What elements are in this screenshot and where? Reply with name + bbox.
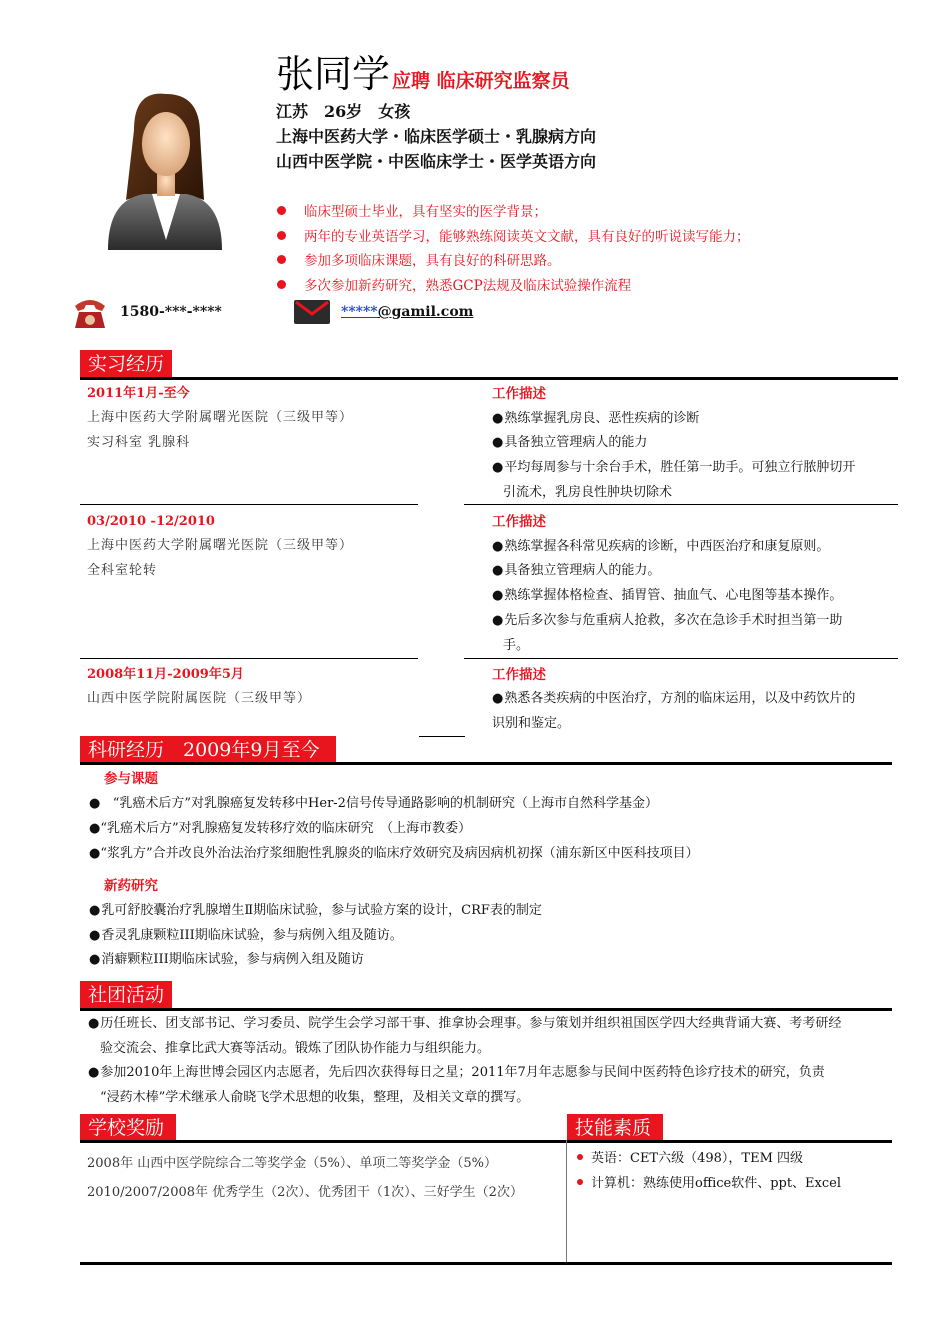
- work-desc-item: 手。: [503, 638, 530, 653]
- phone-icon: [72, 296, 108, 334]
- entry-place: 山西中医学院附属医院（三级甲等）: [87, 691, 312, 706]
- divider: [80, 658, 418, 659]
- email-icon: [294, 300, 330, 328]
- drug-item: ● 乳可舒胶囊治疗乳腺增生Ⅱ期临床试验，参与试验方案的设计，CRF表的制定: [89, 902, 542, 920]
- club-line: “浸药木棒”学术继承人俞晓飞学术思想的收集，整理，及相关文章的撰写。: [100, 1090, 530, 1105]
- drug-item: ● 香灵乳康颗粒III期临床试验，参与病例入组及随访。: [89, 927, 403, 945]
- work-desc-item: ● 具备独立管理病人的能力。: [492, 562, 660, 580]
- highlight-item: 两年的专业英语学习，能够熟练阅读英文文献，具有良好的听说读写能力；: [277, 228, 750, 246]
- bullet-icon: [277, 206, 286, 215]
- work-desc-item: ● 熟悉各类疾病的中医治疗，方剂的临床运用，以及中药饮片的: [492, 690, 855, 708]
- work-desc-title: 工作描述: [492, 514, 546, 530]
- award-line: 2010/2007/2008年 优秀学生（2次）、优秀团干（1次）、三好学生（2次）: [87, 1185, 523, 1200]
- entry-place: 上海中医药大学附属曙光医院（三级甲等）: [87, 410, 354, 425]
- divider: [419, 736, 465, 737]
- divider: [464, 658, 898, 659]
- name-text: 张同学: [276, 52, 391, 96]
- entry-dept: 全科室轮转: [87, 563, 158, 578]
- bottom-rule: [80, 1262, 892, 1265]
- divider: [80, 504, 418, 505]
- work-desc-title: 工作描述: [492, 386, 546, 402]
- work-desc-item: ● 熟练掌握各科常见疾病的诊断，中西医治疗和康复原则。: [492, 538, 829, 556]
- bullet-icon: [277, 255, 286, 264]
- highlight-item: 多次参加新药研究，熟悉GCP法规及临床试验操作流程: [277, 277, 631, 295]
- club-line: ● 参加2010年上海世博会园区内志愿者，先后四次获得每日之星；2011年7月年志愿参与民间中医药特色诊疗技术的研究，负责: [88, 1064, 825, 1082]
- section-title-awards: 学校奖励: [80, 1114, 176, 1142]
- work-desc-item: 引流术，乳房良性肿块切除术: [503, 485, 673, 500]
- section-rule: [80, 1140, 892, 1143]
- club-line: 验交流会、推拿比武大赛等活动。锻炼了团队协作能力与组织能力。: [100, 1041, 491, 1056]
- project-item: ●“乳癌术后方”对乳腺癌复发转移疗效的临床研究 （上海市教委）: [89, 821, 472, 836]
- skill-line: 英语：CET六级（498），TEM 四级: [577, 1150, 803, 1168]
- work-desc-item: ● 先后多次参与危重病人抢救，多次在急诊手术时担当第一助: [492, 612, 842, 630]
- subsection-drugs: 新药研究: [104, 878, 158, 894]
- work-desc-item: ● 熟练掌握体格检查、插胃管、抽血气、心电图等基本操作。: [492, 587, 842, 605]
- entry-dept: 实习科室 乳腺科: [87, 435, 191, 450]
- education-bachelor: 山西中医学院・中医临床学士・医学英语方向: [276, 152, 597, 171]
- drug-item: ● 消癖颗粒III期临床试验，参与病例入组及随访: [89, 951, 364, 969]
- highlight-item: 参加多项临床课题，具有良好的科研思路。: [277, 252, 561, 270]
- project-item: ●“浆乳方”合并改良外治法治疗浆细胞性乳腺炎的临床疗效研究及病因病机初探（浦东新区中医科技项目）: [89, 846, 699, 861]
- bullet-icon: [277, 280, 286, 289]
- award-line: 2008年 山西中医学院综合二等奖学金（5%）、单项二等奖学金（5%）: [87, 1156, 497, 1171]
- work-desc-item: ● 熟练掌握乳房良、恶性疾病的诊断: [492, 410, 699, 428]
- section-rule: [80, 762, 892, 765]
- project-item: ● “乳癌术后方”对乳腺癌复发转移中Her-2信号传导通路影响的机制研究（上海市自然科学基金）: [89, 796, 658, 811]
- skill-line: 计算机：熟练使用office软件、ppt、Excel: [577, 1175, 841, 1193]
- highlight-item: 临床型硕士毕业，具有坚实的医学背景；: [277, 203, 547, 221]
- avatar: [100, 90, 230, 250]
- apply-position: 应聘 临床研究监察员: [392, 70, 570, 92]
- work-desc-item: 识别和鉴定。: [492, 716, 571, 731]
- basic-info: 江苏 26岁 女孩: [276, 102, 411, 121]
- club-line: ● 历任班长、团支部书记、学习委员、院学生会学习部干事、推拿协会理事。参与策划并组织祖国医学四大经典背诵大赛、考考研经: [88, 1015, 841, 1033]
- email-address[interactable]: *****@gamil.com: [341, 304, 474, 320]
- bullet-icon: [577, 1179, 583, 1185]
- entry-date: 2011年1月-至今: [87, 386, 190, 401]
- section-rule: [80, 1008, 892, 1011]
- subsection-projects: 参与课题: [104, 771, 158, 787]
- education-master: 上海中医药大学・临床医学硕士・乳腺病方向: [276, 127, 597, 146]
- work-desc-title: 工作描述: [492, 667, 546, 683]
- work-desc-item: ● 平均每周参与十余台手术，胜任第一助手。可独立行脓肿切开: [492, 459, 855, 477]
- candidate-name: [276, 52, 570, 103]
- section-title-research: 科研经历 2009年9月至今: [80, 736, 336, 764]
- phone-number: 1580-***-****: [120, 304, 222, 320]
- column-divider: [566, 1140, 567, 1262]
- bullet-icon: [577, 1154, 583, 1160]
- section-title-skills: 技能素质: [567, 1114, 663, 1142]
- section-title-club: 社团活动: [80, 981, 172, 1009]
- section-title-internship: 实习经历: [80, 350, 172, 378]
- section-rule: [80, 377, 898, 380]
- divider: [464, 504, 898, 505]
- entry-date: 03/2010 -12/2010: [87, 514, 215, 529]
- work-desc-item: ● 具备独立管理病人的能力: [492, 434, 647, 452]
- bullet-icon: [277, 231, 286, 240]
- entry-date: 2008年11月-2009年5月: [87, 667, 244, 682]
- entry-place: 上海中医药大学附属曙光医院（三级甲等）: [87, 538, 354, 553]
